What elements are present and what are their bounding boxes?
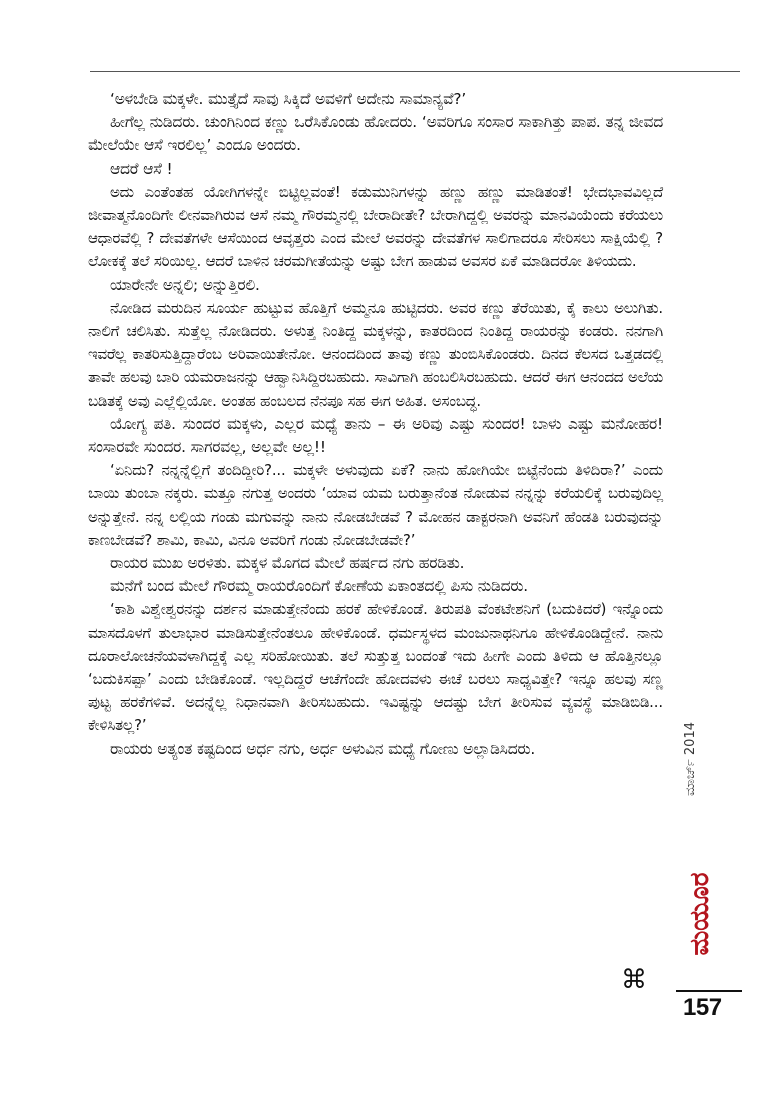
paragraph-8: ‘ಏನಿದು? ನನ್ನನ್ನೆಲ್ಲಿಗೆ ತಂದಿದ್ದೀರಿ?... ಮಕ್ಕಳೇ ಅಳುವುದು ಏಕೆ? ನಾನು ಹೋಗಿಯೇ ಬಿಟ್ಟೆನೆಂದು ತಿಳಿದಿರಾ?’ ಎಂದು ಬಾಯಿ ತುಂಬಾ ನಕ್ಕರು. ಮತ್ತೂ ನಗುತ್ತ ಅಂದರು ‘ಯಾವ ಯಮ ಬರುತ್ತಾನೆಂತ ನೋಡುವ ನನ್ನನ್ನು ಕರೆಯಲಿಕ್ಕೆ ಬರುವುದಿಲ್ಲ ಅನ್ನುತ್ತೇನೆ. ನನ್ನ ಲಲ್ಲಿಯ ಗಂಡು ಮಗುವನ್ನು ನಾನು ನೋಡಬೇಡವೆ ? ಮೋಹನ ಡಾಕ್ಟರನಾಗಿ ಅವನಿಗೆ ಹೆಂಡತಿ ಬರುವುದನ್ನು ಕಾಣಬೇಡವೆ? ಶಾಮಿ, ಕಾಮಿ, ವಿನೂ ಅವರಿಗೆ ಗಂಡು ನೋಡಬೇಡವೇ?’ — [88, 462, 663, 549]
paragraph-5: ಯಾರೇನೇ ಅನ್ನಲಿ; ಅನ್ನುತ್ತಿರಲಿ. — [110, 275, 260, 294]
paragraph-12: ರಾಯರು ಅತ್ಯಂತ ಕಷ್ಟದಿಂದ ಅರ್ಧ ನಗು, ಅರ್ಧ ಅಳುವಿನ ಮಧ್ಯೆ ಗೋಣು ಅಲ್ಲಾಡಿಸಿದರು. — [110, 739, 536, 758]
magazine-logo — [678, 868, 718, 960]
paragraph-4: ಅದು ಎಂತೆಂತಹ ಯೋಗಿಗಳನ್ನೇ ಬಿಟ್ಟಿಲ್ಲವಂತೆ! ಕಡುಮುನಿಗಳನ್ನು ಹಣ್ಣು ಹಣ್ಣು ಮಾಡಿತಂತೆ! ಭೇದಭಾವವಿಲ್ಲದೆ ಜೀವಾತ್ಮನೊಂದಿಗೇ ಲೀನವಾಗಿರುವ ಆಸೆ ನಮ್ಮ ಗೌರಮ್ಮನಲ್ಲಿ ಬೇರಾದೀತೇ? ಬೇರಾಗಿದ್ದಲ್ಲಿ ಅವರನ್ನು ಮಾನವಿಯೆಂದು ಕರೆಯಲು ಆಧಾರವೆಲ್ಲಿ ? ದೇವತೆಗಳೇ ಆಸೆಯಿಂದ ಆವೃತ್ತರು ಎಂದ ಮೇಲೆ ಅವರನ್ನು ದೇವತೆಗಳ ಸಾಲಿಗಾದರೂ ಸೇರಿಸಲು ಸಾಕ್ಷಿಯೆಲ್ಲಿ ? ಲೋಕಕ್ಕೆ ತಲೆ ಸರಿಯಿಲ್ಲ. ಆದರೆ ಬಾಳಿನ ಚರಮಗೀತೆಯನ್ನು ಅಷ್ಟು ಬೇಗ ಹಾಡುವ ಅವಸರ ಏಕೆ ಮಾಡಿದರೋ ತಿಳಿಯದು. — [88, 183, 663, 271]
paragraph-7: ಯೋಗ್ಯ ಪತಿ. ಸುಂದರ ಮಕ್ಕಳು, ಎಲ್ಲರ ಮಧ್ಯೆ ತಾನು – ಈ ಅರಿವು ಎಷ್ಟು ಸುಂದರ! ಬಾಳು ಎಷ್ಟು ಮನೋಹರ! ಸಂಸಾರವೇ ಸುಂದರ. ಸಾಗರವಲ್ಲ, ಅಲ್ಲವೇ ಅಲ್ಲ!! — [88, 414, 663, 457]
paragraph-9: ರಾಯರ ಮುಖ ಅರಳಿತು. ಮಕ್ಕಳ ಮೊಗದ ಮೇಲೆ ಹರ್ಷದ ನಗು ಹರಡಿತು. — [110, 554, 465, 573]
issue-month: ಮಾರ್ಚ್ 2014 — [683, 722, 698, 796]
article-body — [88, 88, 663, 761]
paragraph-3: ಆದರೆ ಆಸೆ ! — [110, 159, 173, 178]
magazine-logo-text: ಮಯೂರ — [685, 872, 715, 956]
paragraph-11: ‘ಕಾಶಿ ವಿಶ್ವೇಶ್ವರನನ್ನು ದರ್ಶನ ಮಾಡುತ್ತೇನೆಂದು ಹರಕೆ ಹೇಳಿಕೊಂಡೆ. ತಿರುಪತಿ ವೆಂಕಟೇಶನಿಗೆ (ಬದುಕಿದರೆ) ಇನ್ನೊಂದು ಮಾಸದೊಳಗೆ ತುಲಾಭಾರ ಮಾಡಿಸುತ್ತೇನೆಂತಲೂ ಹೇಳಿಕೊಂಡೆ. ಧರ್ಮಸ್ಥಳದ ಮಂಜುನಾಥನಿಗೂ ಹೇಳಿಕೊಂಡಿದ್ದೇನೆ. ನಾನು ದೂರಾಲೋಚನೆಯವಳಾಗಿದ್ದಕ್ಕೆ ಎಲ್ಲ ಸರಿಹೋಯಿತು. ತಲೆ ಸುತ್ತುತ್ತ ಬಂದಂತೆ ಇದು ಹೀಗೇ ಎಂದು ತಿಳಿದು ಆ ಹೊತ್ತಿನಲ್ಲೂ ‘ಬದುಕಿಸಪ್ಪಾ’ ಎಂದು ಬೇಡಿಕೊಂಡೆ. ಇಲ್ಲದಿದ್ದರೆ ಆಚೆಗೆಂದೇ ಹೋದವಳು ಈಚೆ ಬರಲು ಸಾಧ್ಯವಿತ್ತೇ? ಇನ್ನೂ ಹಲವು ಸಣ್ಣ ಪುಟ್ಟ ಹರಕೆಗಳಿವೆ. ಅದನ್ನೆಲ್ಲ ನಿಧಾನವಾಗಿ ತೀರಿಸಬಹುದು. ಇವಿಷ್ಟನ್ನು ಆದಷ್ಟು ಬೇಗ ತೀರಿಸುವ ವ್ಯವಸ್ಥೆ ಮಾಡಿಬಿಡಿ... ಕೇಳಿಸಿತಲ್ಲ?’ — [88, 601, 663, 735]
page-number-rule — [676, 990, 742, 992]
header-divider — [90, 71, 740, 72]
paragraph-1: ‘ಅಳಬೇಡಿ ಮಕ್ಕಳೇ. ಮುತ್ತೈದೆ ಸಾವು ಸಿಕ್ಕಿದೆ ಅವಳಿಗೆ ಅದೇನು ಸಾಮಾನ್ಯವೆ?’ — [110, 90, 467, 108]
end-mark: ⌘ — [621, 965, 647, 995]
paragraph-10: ಮನೆಗೆ ಬಂದ ಮೇಲೆ ಗೌರಮ್ಮ ರಾಯರೊಂದಿಗೆ ಕೋಣೆಯ ಏಕಾಂತದಲ್ಲಿ ಪಿಸು ನುಡಿದರು. — [110, 577, 528, 596]
paragraph-2: ಹೀಗೆಲ್ಲ ನುಡಿದರು. ಚುಂಗಿನಿಂದ ಕಣ್ಣು ಒರೆಸಿಕೊಂಡು ಹೋದರು. ‘ಅವರಿಗೂ ಸಂಸಾರ ಸಾಕಾಗಿತ್ತು ಪಾಪ. ತನ್ನ ಜೀವದ ಮೇಲೆಯೇ ಆಸೆ ಇರಲಿಲ್ಲ’ ಎಂದೂ ಅಂದರು. — [88, 113, 663, 155]
page-number: 157 — [683, 994, 722, 1021]
paragraph-6: ನೋಡಿದ ಮರುದಿನ ಸೂರ್ಯ ಹುಟ್ಟುವ ಹೊತ್ತಿಗೆ ಅಮ್ಮನೂ ಹುಟ್ಟಿದರು. ಅವರ ಕಣ್ಣು ತೆರೆಯಿತು, ಕೈ ಕಾಲು ಅಲುಗಿತು. ನಾಲಿಗೆ ಚಲಿಸಿತು. ಸುತ್ತೆಲ್ಲ ನೋಡಿದರು. ಅಳುತ್ತ ನಿಂತಿದ್ದ ಮಕ್ಕಳನ್ನು, ಕಾತರದಿಂದ ನಿಂತಿದ್ದ ರಾಯರನ್ನು ಕಂಡರು. ನನಗಾಗಿ ಇವರೆಲ್ಲ ಕಾತರಿಸುತ್ತಿದ್ದಾರೆಂಬ ಅರಿವಾಯಿತೇನೋ. ಆನಂದದಿಂದ ತಾವು ಕಣ್ಣು ತುಂಬಿಸಿಕೊಂಡರು. ದಿನದ ಕೆಲಸದ ಒತ್ತಡದಲ್ಲಿ ತಾವೇ ಹಲವು ಬಾರಿ ಯಮರಾಜನನ್ನು ಆಹ್ವಾನಿಸಿದ್ದಿರಬಹುದು. ಸಾವಿಗಾಗಿ ಹಂಬಲಿಸಿರಬಹುದು. ಆದರೆ ಈಗ ಆನಂದದ ಅಲೆಯ ಬಡಿತಕ್ಕೆ ಅವು ಎಲ್ಲೆಲ್ಲಿಯೋ. ಅಂತಹ ಹಂಬಲದ ನೆನಪೂ ಸಹ ಈಗ ಅಹಿತ. ಅಸಂಬದ್ಧ. — [88, 299, 663, 410]
